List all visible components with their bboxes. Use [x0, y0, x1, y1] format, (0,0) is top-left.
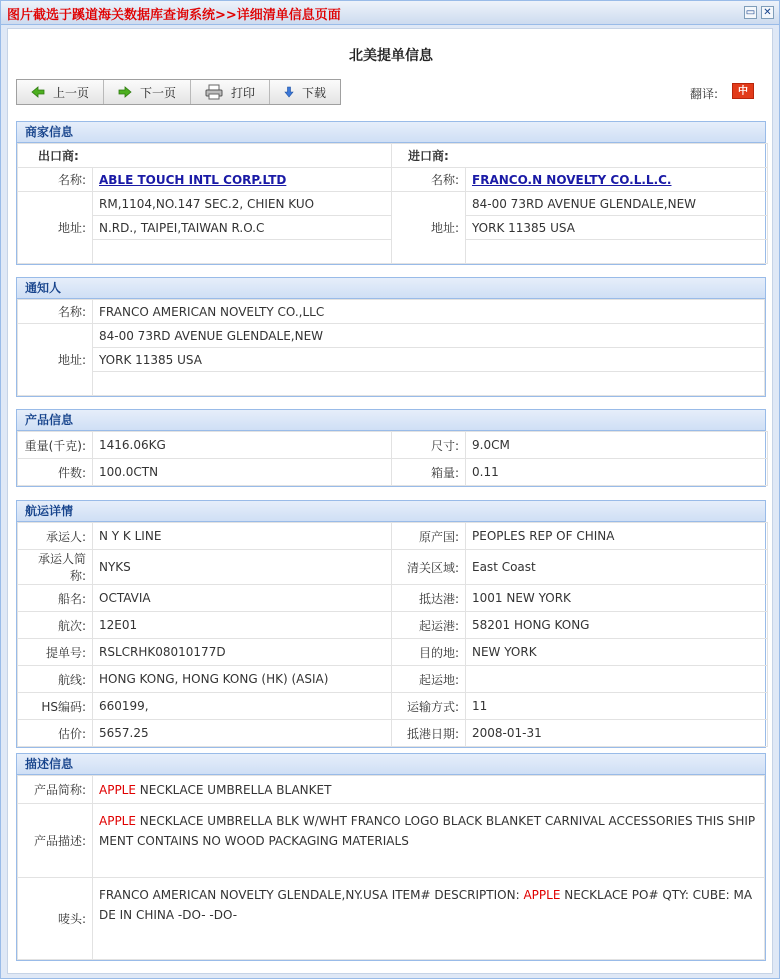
shipping-value: N Y K LINE [93, 523, 392, 550]
product-heading: 产品信息 [17, 410, 765, 431]
shipping-label: 承运人: [18, 523, 93, 550]
description-heading: 描述信息 [17, 754, 765, 775]
product-section [16, 409, 766, 487]
shipping-value: 58201 HONG KONG [466, 612, 768, 639]
close-button[interactable]: ✕ [761, 6, 774, 19]
shipping-section [16, 500, 766, 748]
shipping-label: 船名: [18, 585, 93, 612]
prev-page-button[interactable] [17, 80, 104, 104]
importer-address-line3 [466, 240, 768, 264]
shipping-label: 航次: [18, 612, 93, 639]
marks-text-pre: FRANCO AMERICAN NOVELTY GLENDALE,NY.USA ITEM# DESCRIPTION: [99, 888, 524, 902]
exporter-address-line3 [93, 240, 392, 264]
short-name-text: NECKLACE UMBRELLA BLANKET [135, 782, 332, 797]
print-button[interactable] [191, 80, 270, 104]
description-section [16, 753, 766, 961]
exporter-name-label: 名称: [18, 168, 93, 192]
marks-text-post: NECKLACE PO# QTY: CUBE: MADE IN CHINA -DO- -DO- [99, 888, 753, 922]
notify-name-label: 名称: [18, 300, 93, 324]
shipping-value: HONG KONG, HONG KONG (HK) (ASIA) [93, 666, 392, 693]
shipping-value: 1001 NEW YORK [466, 585, 768, 612]
download-label: 下载 [302, 85, 327, 100]
importer-address-label: 地址: [392, 192, 466, 264]
toolbar [16, 79, 341, 105]
notify-address-line3 [93, 372, 765, 396]
importer-header: 进口商: [392, 144, 768, 168]
shipping-value: 2008-01-31 [466, 720, 768, 747]
product-desc-value [93, 804, 765, 878]
window-titlebar [1, 1, 779, 25]
merchant-heading: 商家信息 [17, 122, 765, 143]
shipping-label: 目的地: [392, 639, 466, 666]
translate-label: 翻译: [690, 87, 719, 101]
shipping-label: 起运地: [392, 666, 466, 693]
product-table [17, 431, 768, 486]
shipping-value: 660199, [93, 693, 392, 720]
shipping-value [466, 666, 768, 693]
short-name-value [93, 776, 765, 804]
shipping-label: 运输方式: [392, 693, 466, 720]
arrow-down-icon [284, 86, 294, 98]
product-desc-text: NECKLACE UMBRELLA BLK W/WHT FRANCO LOGO BLACK BLANKET CARNIVAL ACCESSORIES THIS SHIPMENT CONTAINS NO WOOD PACKAGING MATERIALS [99, 814, 756, 848]
weight-value: 1416.06KG [93, 432, 392, 459]
notify-name: FRANCO AMERICAN NOVELTY CO.,LLC [93, 300, 765, 324]
download-button[interactable] [270, 80, 340, 104]
weight-label: 重量(千克): [18, 432, 93, 459]
shipping-label: 航线: [18, 666, 93, 693]
table-row [18, 639, 768, 666]
shipping-label: 原产国: [392, 523, 466, 550]
description-table [17, 775, 765, 960]
exporter-header: 出口商: [18, 144, 392, 168]
notify-table [17, 299, 765, 396]
printer-icon [205, 84, 223, 100]
importer-name-link[interactable]: FRANCO.N NOVELTY CO.L.L.C. [472, 172, 672, 187]
exporter-address-line2: N.RD., TAIPEI,TAIWAN R.O.C [93, 216, 392, 240]
keyword-highlight: APPLE [99, 814, 136, 828]
table-row [18, 585, 768, 612]
shipping-value: PEOPLES REP OF CHINA [466, 523, 768, 550]
exporter-name-link[interactable]: ABLE TOUCH INTL CORP.LTD [99, 172, 287, 187]
size-value: 9.0CM [466, 432, 768, 459]
shipping-label: 提单号: [18, 639, 93, 666]
notify-section [16, 277, 766, 397]
shipping-label: 抵港日期: [392, 720, 466, 747]
page-title: 北美提单信息 [349, 48, 433, 64]
shipping-value: RSLCRHK08010177D [93, 639, 392, 666]
window-title: 图片截选于蹊道海关数据库查询系统>>详细清单信息页面 [7, 8, 341, 23]
shipping-label: 清关区域: [392, 550, 466, 585]
shipping-value: 5657.25 [93, 720, 392, 747]
marks-label: 唛头: [18, 878, 93, 960]
merchant-section [16, 121, 766, 265]
table-row [18, 720, 768, 747]
prev-page-label: 上一页 [53, 85, 90, 100]
shipping-value: East Coast [466, 550, 768, 585]
importer-address-line1: 84-00 73RD AVENUE GLENDALE,NEW [466, 192, 768, 216]
marks-value [93, 878, 765, 960]
notify-address-line2: YORK 11385 USA [93, 348, 765, 372]
arrow-left-icon [31, 86, 45, 98]
product-desc-label: 产品描述: [18, 804, 93, 878]
pieces-label: 件数: [18, 459, 93, 486]
table-row [18, 693, 768, 720]
shipping-value: NEW YORK [466, 639, 768, 666]
importer-name-label: 名称: [392, 168, 466, 192]
shipping-table [17, 522, 768, 747]
shipping-value: 11 [466, 693, 768, 720]
boxes-label: 箱量: [392, 459, 466, 486]
shipping-label: 起运港: [392, 612, 466, 639]
boxes-value: 0.11 [466, 459, 768, 486]
notify-heading: 通知人 [17, 278, 765, 299]
shipping-label: 承运人简称: [18, 550, 93, 585]
exporter-address-label: 地址: [18, 192, 93, 264]
shipping-label: HS编码: [18, 693, 93, 720]
shipping-label: 抵达港: [392, 585, 466, 612]
content-panel [7, 28, 773, 974]
exporter-address-line1: RM,1104,NO.147 SEC.2, CHIEN KUO [93, 192, 392, 216]
merchant-table [17, 143, 768, 264]
chinese-translate-button[interactable]: 中 [732, 83, 754, 99]
table-row [18, 523, 768, 550]
pieces-value: 100.0CTN [93, 459, 392, 486]
print-label: 打印 [231, 85, 256, 100]
keyword-highlight: APPLE [523, 888, 561, 902]
size-label: 尺寸: [392, 432, 466, 459]
minimize-button[interactable]: ▭ [745, 7, 756, 18]
notify-address-label: 地址: [18, 324, 93, 396]
shipping-value: OCTAVIA [93, 585, 392, 612]
keyword-highlight: APPLE [99, 782, 136, 797]
next-page-button[interactable] [104, 80, 191, 104]
table-row [18, 612, 768, 639]
short-name-label: 产品简称: [18, 776, 93, 804]
shipping-heading: 航运详情 [17, 501, 765, 522]
importer-address-line2: YORK 11385 USA [466, 216, 768, 240]
table-row [18, 666, 768, 693]
shipping-label: 估价: [18, 720, 93, 747]
notify-address-line1: 84-00 73RD AVENUE GLENDALE,NEW [93, 324, 765, 348]
shipping-value: NYKS [93, 550, 392, 585]
shipping-value: 12E01 [93, 612, 392, 639]
table-row [18, 550, 768, 585]
arrow-right-icon [118, 86, 132, 98]
next-page-label: 下一页 [140, 85, 177, 100]
